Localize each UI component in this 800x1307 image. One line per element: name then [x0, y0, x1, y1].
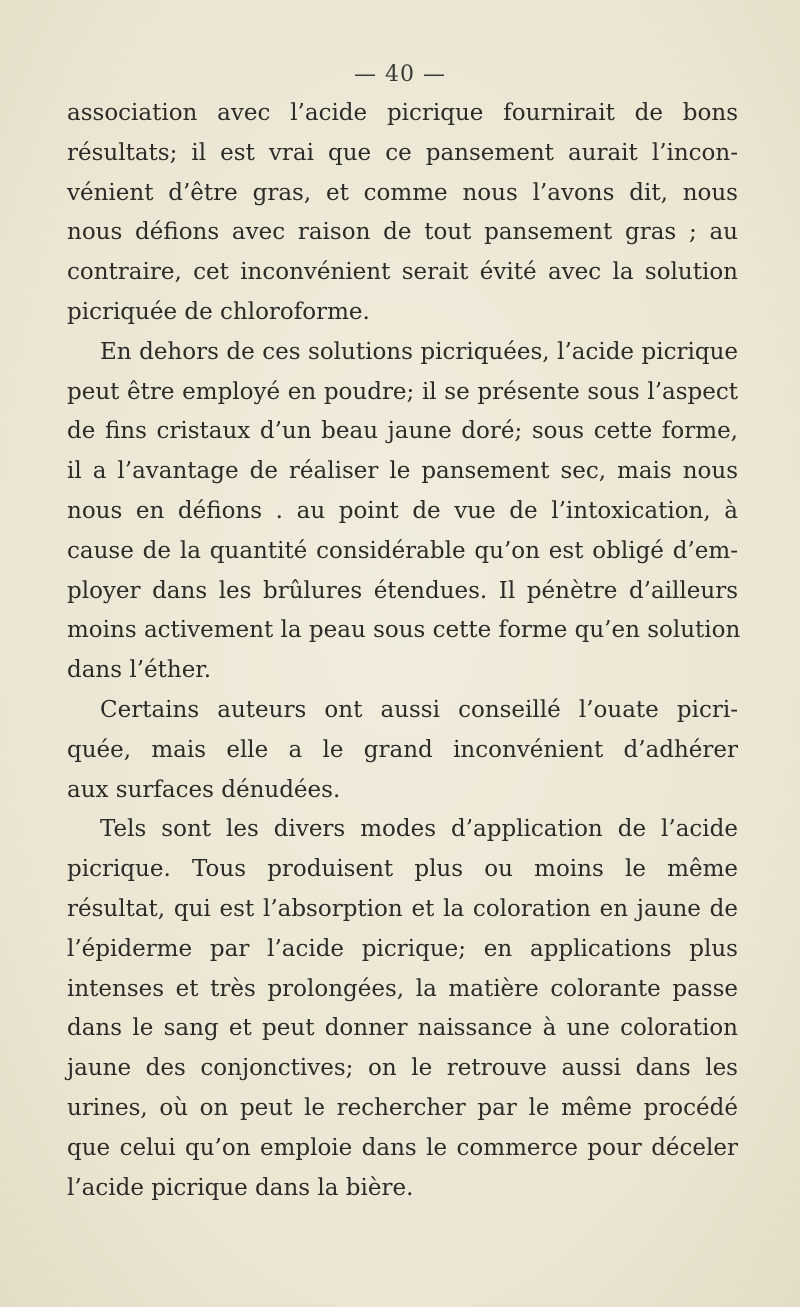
text-line: vénient d’être gras, et comme nous l’avons dit, nous — [67, 179, 738, 206]
text-line: nous en défions . au point de vue de l’intoxication, à — [67, 497, 738, 524]
text-line: En dehors de ces solutions picriquées, l’acide picrique — [100, 338, 738, 365]
text-line: résultat, qui est l’absorption et la coloration en jaune de — [67, 895, 738, 922]
text-line: aux surfaces dénudées. — [67, 776, 341, 803]
text-line: moins activement la peau sous cette forme qu’en solution — [67, 617, 741, 644]
text-line: résultats; il est vrai que ce pansement aurait l’incon- — [67, 139, 738, 166]
body-text — [67, 94, 741, 1208]
text-line: urines, où on peut le rechercher par le même procédé — [67, 1094, 738, 1121]
text-line: dans l’éther. — [67, 657, 212, 684]
text-line: quée, mais elle a le grand inconvénient d’adhérer — [67, 736, 738, 763]
page-number: — 40 — — [354, 62, 446, 87]
text-line: l’épiderme par l’acide picrique; en applications plus — [67, 935, 738, 962]
text-line: peut être employé en poudre; il se présente sous l’aspect — [67, 378, 738, 405]
text-line: cause de la quantité considérable qu’on est obligé d’em- — [67, 537, 738, 564]
text-line: il a l’avantage de réaliser le pansement sec, mais nous — [67, 458, 738, 485]
text-line: que celui qu’on emploie dans le commerce pour déceler — [67, 1134, 738, 1161]
text-line: contraire, cet inconvénient serait évité avec la solution — [67, 259, 738, 286]
text-line: jaune des conjonctives; on le retrouve aussi dans les — [67, 1055, 738, 1082]
text-line: intenses et très prolongées, la matière colorante passe — [67, 975, 738, 1002]
text-line: nous défions avec raison de tout pansement gras ; au — [67, 219, 738, 246]
text-line: l’acide picrique dans la bière. — [67, 1174, 414, 1201]
text-line: ployer dans les brûlures étendues. Il pénètre d’ailleurs — [67, 577, 738, 604]
text-line: Certains auteurs ont aussi conseillé l’ouate picri- — [100, 696, 738, 723]
text-line: picriquée de chloroforme. — [67, 298, 370, 325]
text-line: picrique. Tous produisent plus ou moins le même — [67, 856, 738, 883]
text-line: association avec l’acide picrique fournirait de bons — [67, 100, 738, 126]
text-line: Tels sont les divers modes d’application de l’acide — [100, 816, 738, 843]
text-line: dans le sang et peut donner naissance à une coloration — [67, 1015, 738, 1042]
text-line: de fins cristaux d’un beau jaune doré; sous cette forme, — [67, 418, 738, 445]
